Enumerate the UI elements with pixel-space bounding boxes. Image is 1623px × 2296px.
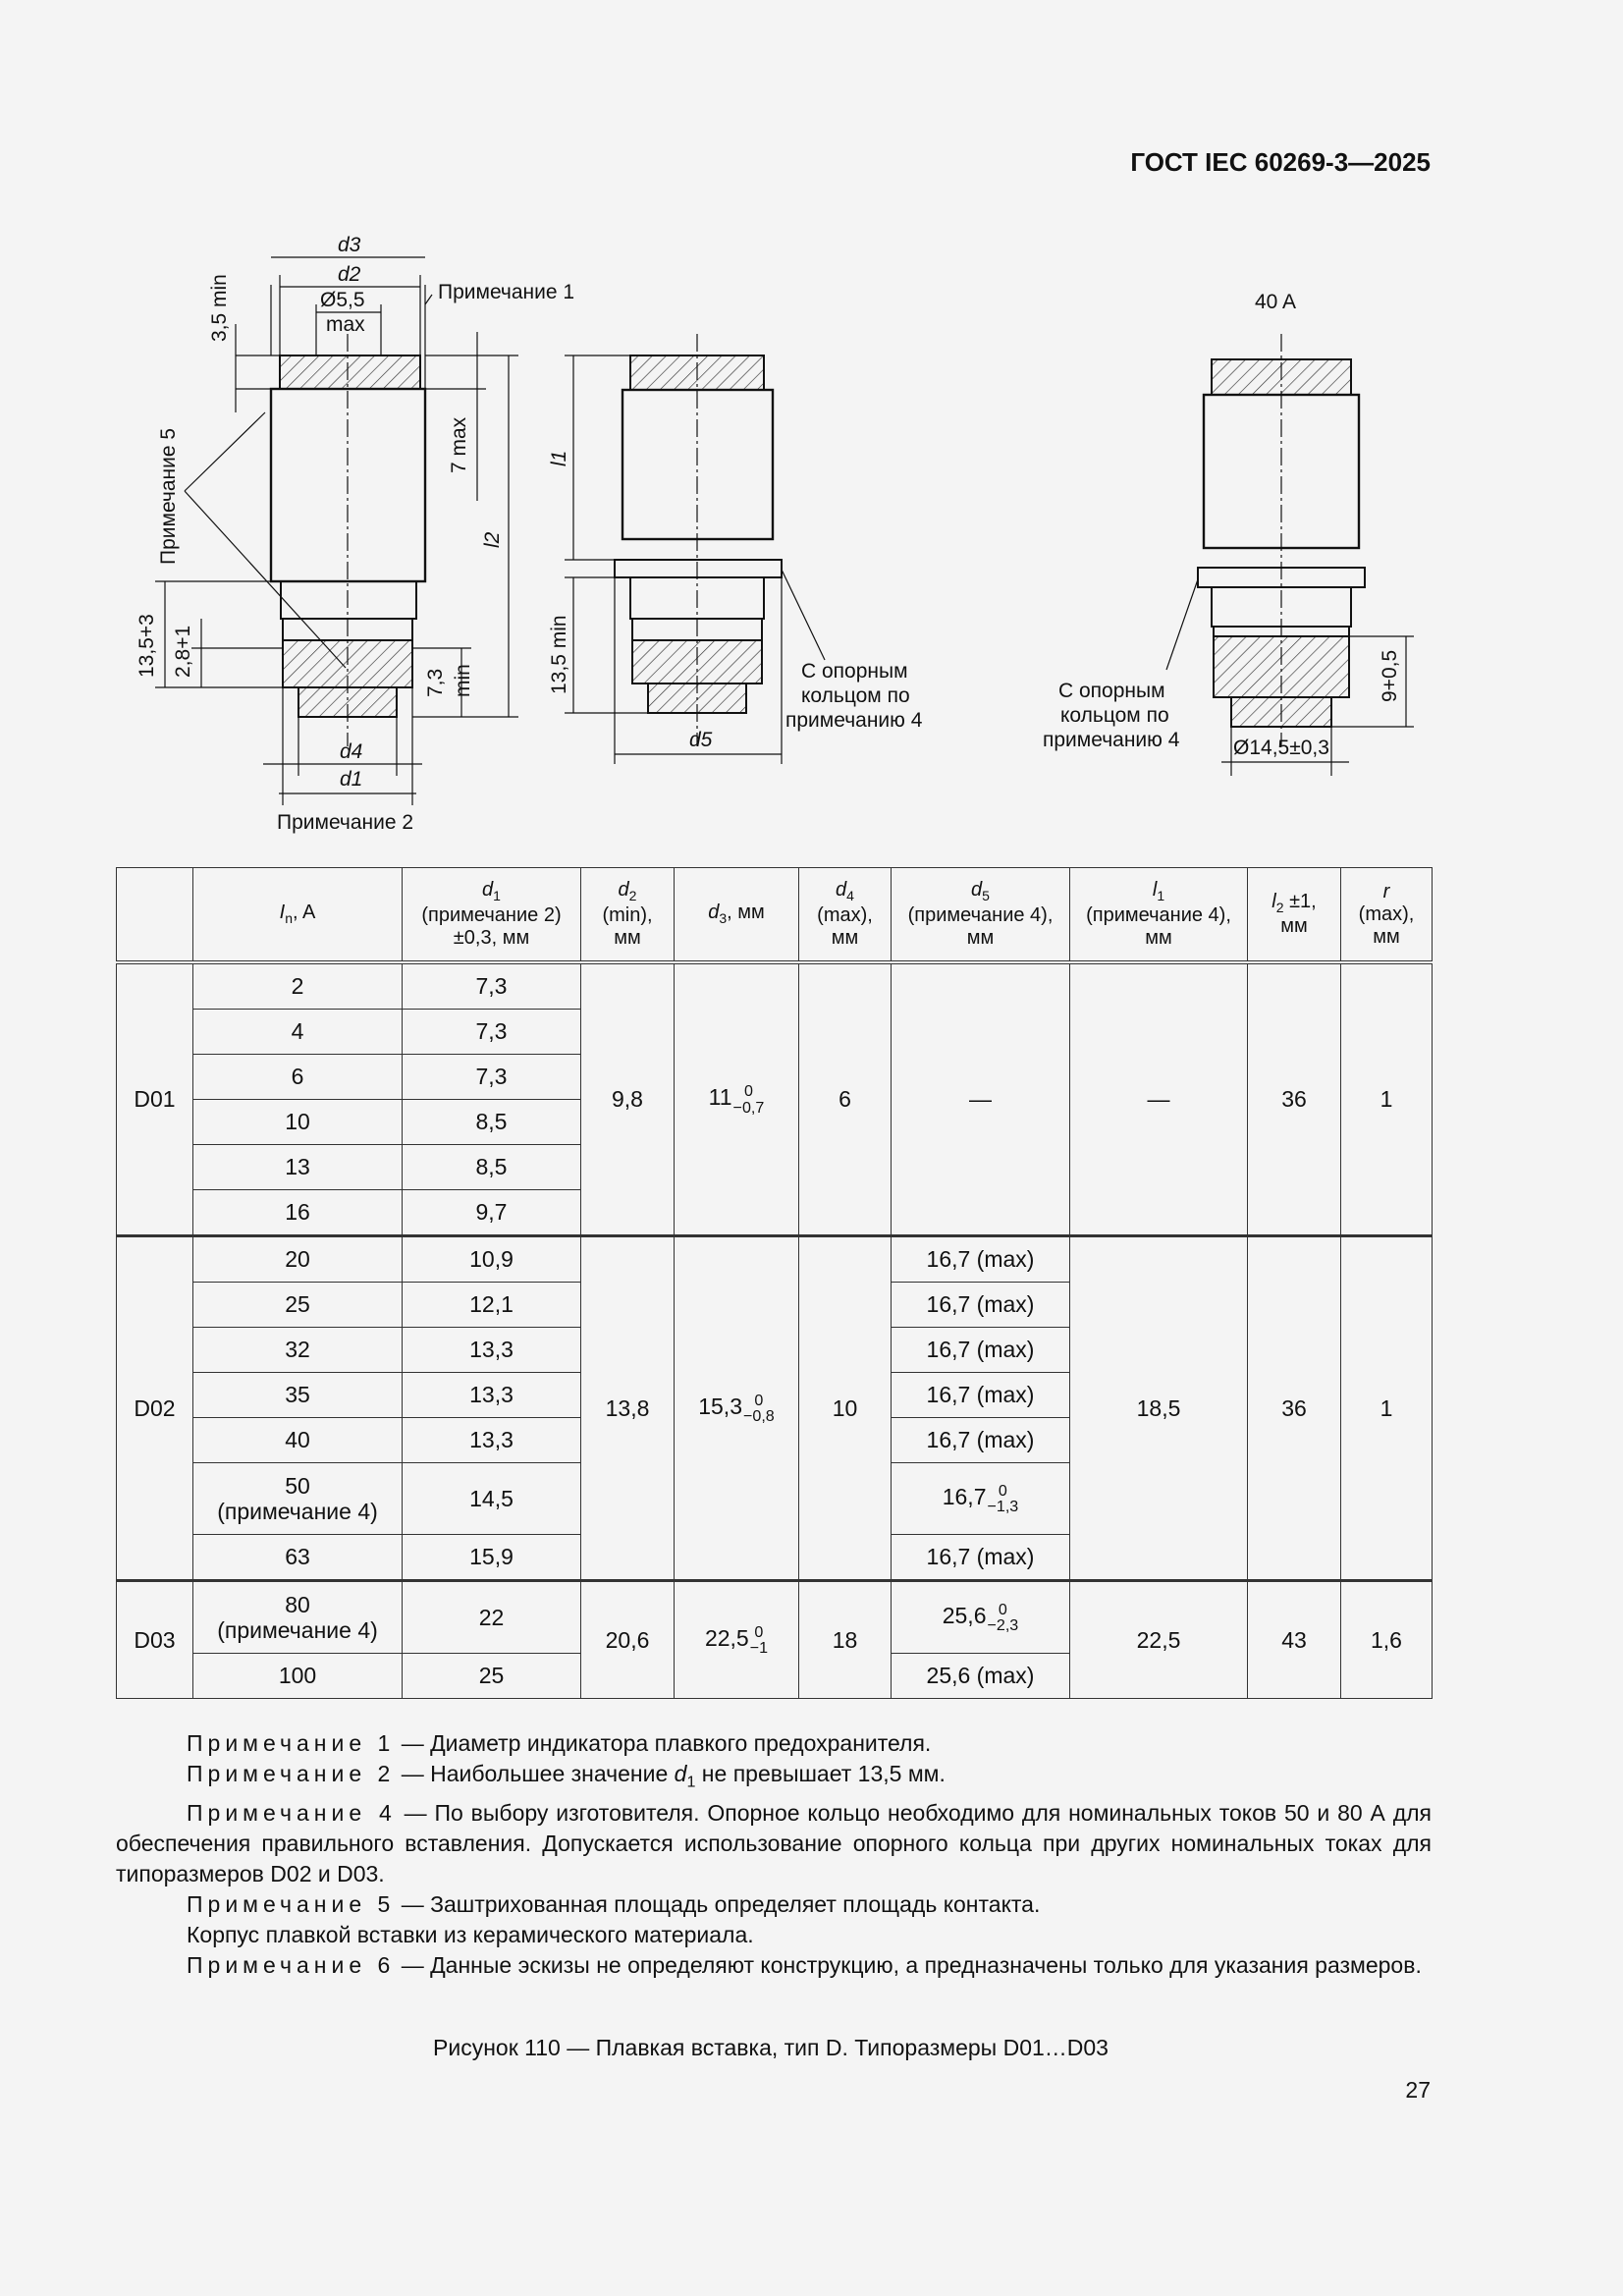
label-l2: l2 (481, 531, 504, 548)
figure-caption: Рисунок 110 — Плавкая вставка, тип D. Типоразмеры D01…D03 (433, 2035, 1109, 2060)
document-header: ГОСТ IEC 60269-3—2025 (1130, 147, 1431, 177)
table-row: 6 7,3 (117, 1055, 1433, 1100)
fuse-view-right (1043, 291, 1414, 776)
label-35min: 3,5 min (208, 274, 231, 342)
col-l1: $l_1$ (примечание 4), мм (1070, 868, 1248, 963)
size-d03: D03 (117, 1581, 193, 1699)
label-73: 7,3 (424, 668, 447, 697)
label-40a: 40 A (1255, 291, 1297, 313)
label-d1: d1 (340, 768, 363, 791)
label-note5: Примечание 5 (157, 427, 180, 565)
col-in: $I_n$, A (193, 868, 403, 963)
table-row: 32 13,3 16,7 (max) (117, 1328, 1433, 1373)
fuse-view-left (135, 234, 574, 834)
table-row: D02 20 10,9 13,8 15,3 0 −0,8 10 16,7 (max) 18,5 36 1 (117, 1236, 1433, 1283)
note-4: Примечание 4 — По выбору изготовителя. Опорное кольцо необходимо для номинальных токов 50 и 80 А для обеспечения правильного вставления. Допускается использование опорного кольца при других номинальных токах для типоразмеров D02 и D03. (116, 1799, 1433, 1886)
label-28-1: 2,8+1 (172, 625, 194, 678)
ring-label-1c: примечанию 4 (785, 709, 923, 732)
label-135min: 13,5 min (548, 615, 570, 694)
table-row: 4 7,3 (117, 1010, 1433, 1055)
dimensions-table (116, 867, 1433, 1699)
note-5-extra: Корпус плавкой вставки из керамического материала. (187, 1921, 754, 1947)
col-d4: $d_4$ (max), мм (799, 868, 892, 963)
label-dia145: Ø14,5±0,3 (1233, 737, 1329, 759)
label-d4: d4 (340, 740, 363, 763)
col-d5: $d_5$ (примечание 4), мм (892, 868, 1070, 963)
table-row: 13 8,5 (117, 1145, 1433, 1190)
label-7max: 7 max (448, 416, 470, 473)
table-row: 25 12,1 16,7 (max) (117, 1283, 1433, 1328)
label-g9: 9+0,5 (1379, 649, 1401, 702)
col-r: r (max), мм (1341, 868, 1433, 963)
ring-label-2b: кольцом по (1060, 704, 1169, 727)
notes-block (116, 1728, 1432, 1981)
fuse-drawing (0, 216, 1623, 845)
table-row: D03 80 (примечание 4) 22 20,6 22,5 0 −1 18 25,6 0 −2,3 22,5 43 1,6 (117, 1581, 1433, 1654)
label-note1: Примечание 1 (438, 281, 575, 303)
contact-top-left (280, 355, 420, 389)
table-row: 16 9,7 (117, 1190, 1433, 1236)
label-note2: Примечание 2 (277, 811, 414, 834)
page-number: 27 (1405, 2077, 1431, 2103)
size-d01: D01 (117, 962, 193, 1236)
table-row: 50 (примечание 4) 14,5 16,7 0 −1,3 (117, 1463, 1433, 1535)
col-size (117, 868, 193, 963)
size-d02: D02 (117, 1236, 193, 1581)
col-d2: $d_2$ (min), мм (581, 868, 675, 963)
note-1: Примечание 1 — Диаметр индикатора плавкого предохранителя. (187, 1730, 932, 1756)
ring-label-2a: С опорным (1058, 680, 1165, 702)
fuse-view-middle (548, 334, 923, 764)
table-row: D01 2 7,3 9,8 11 0 −0,7 6 — — 36 1 (117, 962, 1433, 1010)
label-d2: d2 (338, 263, 361, 286)
table-row: 63 15,9 16,7 (max) (117, 1535, 1433, 1581)
col-d1: $d_1$ (примечание 2) ±0,3, мм (403, 868, 581, 963)
label-l1: l1 (548, 450, 570, 466)
table-row: 35 13,3 16,7 (max) (117, 1373, 1433, 1418)
table-header-row (117, 868, 1433, 963)
table-row: 100 25 25,6 (max) (117, 1654, 1433, 1699)
note-6: Примечание 6 — Данные эскизы не определяют конструкцию, а предназначены только для указания размеров. (187, 1951, 1422, 1978)
col-l2: $l_2 \pm 1$, мм (1248, 868, 1341, 963)
label-min: min (452, 664, 474, 697)
label-135-3: 13,5+3 (135, 614, 158, 678)
table-row: 40 13,3 16,7 (max) (117, 1418, 1433, 1463)
ring-label-1b: кольцом по (801, 684, 910, 707)
label-dia55: Ø5,5 (320, 289, 365, 311)
table-row: 10 8,5 (117, 1100, 1433, 1145)
label-max: max (326, 313, 365, 336)
note-2: Примечание 2 — Наибольшее значение $d_1$ не превышает 13,5 мм. (187, 1761, 946, 1791)
col-d3: $d_3$, мм (675, 868, 799, 963)
ring-label-2c: примечанию 4 (1043, 729, 1180, 751)
ring-label-1a: С опорным (801, 660, 908, 683)
label-d3: d3 (338, 234, 361, 256)
note-5: Примечание 5 — Заштрихованная площадь определяет площадь контакта. (187, 1890, 1041, 1917)
label-d5: d5 (689, 729, 713, 751)
